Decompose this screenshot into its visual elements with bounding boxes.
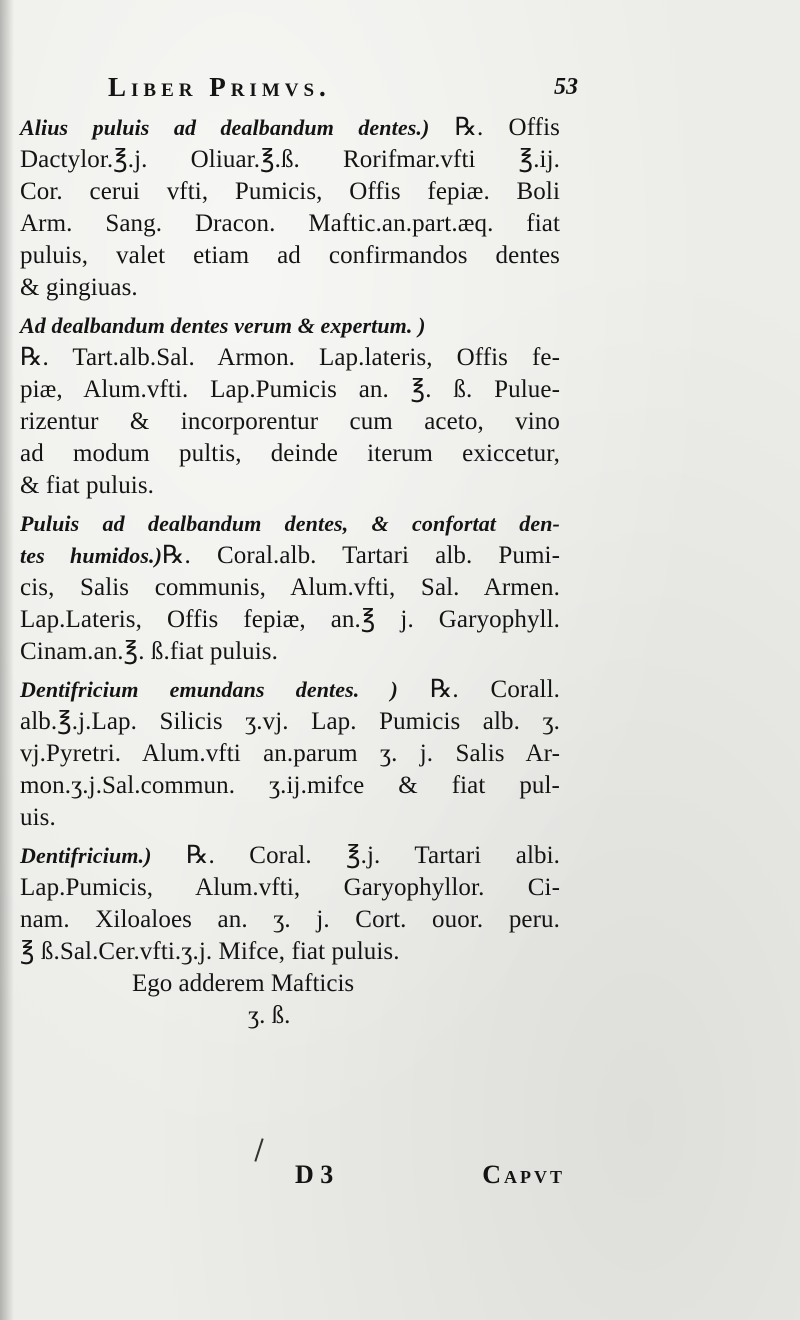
recipe-title: Dentifricium emundans dentes. ) xyxy=(20,677,398,702)
line-text: ℞. Corall. xyxy=(397,676,560,703)
text-line xyxy=(20,674,560,706)
text-line: Cinam.an.℥. ß.fiat puluis. xyxy=(20,638,278,665)
text-line: & gingiuas. xyxy=(20,274,138,301)
text-line: Cor. cerui vfti, Pumicis, Offis fepiæ. Boli xyxy=(20,178,560,205)
text-line: ℞. Tart.alb.Sal. Armon. Lap.lateris, Offis fe- xyxy=(20,344,560,371)
line-text: ℞. Coral. ℥.j. Tartari albi. xyxy=(151,842,560,869)
text-line: alb.℥.j.Lap. Silicis ʒ.vj. Lap. Pumicis alb. ʒ. xyxy=(20,708,560,735)
catchword: Capvt xyxy=(482,1160,565,1189)
text-line: Arm. Sang. Dracon. Maftic.an.part.æq. fiat xyxy=(20,210,560,237)
text-line xyxy=(20,508,560,540)
gutter-shadow xyxy=(0,0,14,1320)
recipe-title: tes humidos.) xyxy=(20,543,163,568)
text-line: nam. Xiloaloes an. ʒ. j. Cort. ouor. peru. xyxy=(20,906,560,933)
text-line: Lap.Lateris, Offis fepiæ, an.℥ j. Garyophyll. xyxy=(20,606,560,633)
text-line: Dactylor.℥.j. Oliuar.℥.ß. Rorifmar.vfti ℥.ij. xyxy=(20,146,560,173)
text-line xyxy=(20,840,560,872)
text-line: ℥ ß.Sal.Cer.vfti.ʒ.j. Mifce, fiat puluis. xyxy=(20,938,400,965)
text-line: mon.ʒ.j.Sal.commun. ʒ.ij.mifce & fiat pul- xyxy=(20,772,560,799)
recipe-title: Alius puluis ad dealbandum dentes.) xyxy=(20,115,430,140)
text-line: puluis, valet etiam ad confirmandos dentes xyxy=(20,242,560,269)
recipe-title: Dentifricium.) xyxy=(20,843,152,868)
running-head: Liber Primvs. xyxy=(108,72,331,102)
closing-dose: ʒ. ß. xyxy=(248,1002,291,1029)
ink-mark xyxy=(254,1138,263,1161)
text-line: ad modum pultis, deinde iterum exiccetur, xyxy=(20,440,560,467)
closing-line: Ego adderem Mafticis xyxy=(132,970,355,997)
recipe-title: Puluis ad dealbandum dentes, & confortat den- xyxy=(20,511,560,536)
text-line: rizentur & incorporentur cum aceto, vino xyxy=(20,408,560,435)
text-line xyxy=(20,112,560,144)
signature-mark: D 3 xyxy=(295,1160,334,1189)
line-text: ℞. Offis xyxy=(429,114,560,141)
text-line xyxy=(20,540,560,572)
page-footer xyxy=(295,1160,565,1194)
text-line: cis, Salis communis, Alum.vfti, Sal. Armen. xyxy=(20,574,560,601)
page-number: 53 xyxy=(554,74,578,100)
text-line xyxy=(20,310,560,342)
text-line: Lap.Pumicis, Alum.vfti, Garyophyllor. Ci- xyxy=(20,874,560,901)
main-text xyxy=(20,112,560,1032)
text-line: piæ, Alum.vfti. Lap.Pumicis an. ℥. ß. Pulue- xyxy=(20,376,560,403)
text-line: vj.Pyretri. Alum.vfti an.parum ʒ. j. Salis Ar- xyxy=(20,740,560,767)
recipe-title: Ad dealbandum dentes verum & expertum. ) xyxy=(20,313,426,338)
page-header xyxy=(108,72,578,108)
line-text: ℞. Coral.alb. Tartari alb. Pumi- xyxy=(162,542,560,569)
text-line: & fiat puluis. xyxy=(20,472,155,499)
text-line: uis. xyxy=(20,804,56,831)
